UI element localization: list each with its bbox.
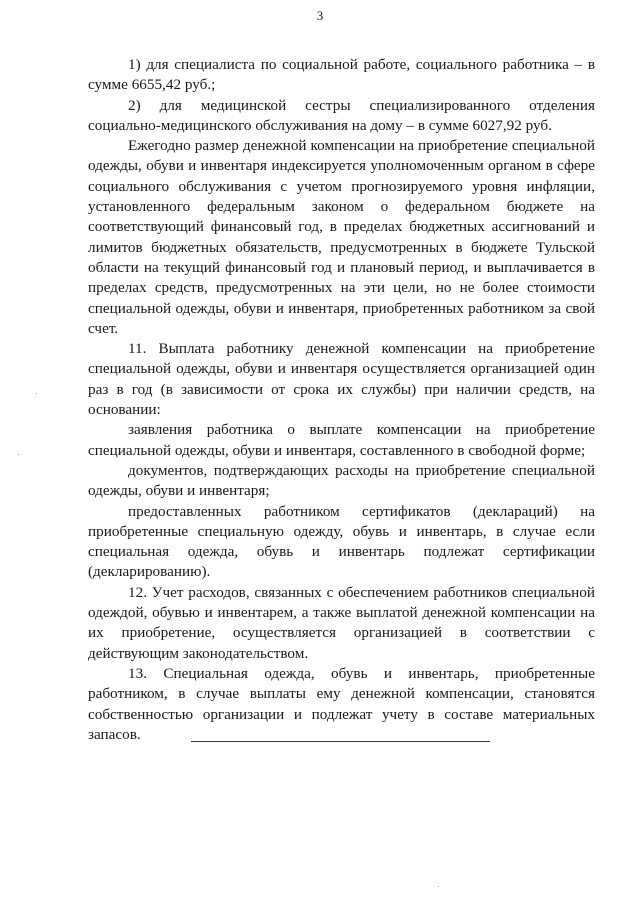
paragraph-item-13-ownership: 13. Специальная одежда, обувь и инвентарь, приобретенные работником, в случае выплаты ему денежной компенсации, становятся собственностью организации и подлежат учету в составе материальных запасов. [88, 664, 595, 743]
scan-artifact [18, 454, 19, 455]
document-body [88, 55, 595, 745]
scan-artifact [438, 886, 439, 887]
paragraph-basis-documents: документов, подтверждающих расходы на приобретение специальной одежды, обуви и инвентаря; [88, 461, 595, 500]
paragraph-nurse-amount: 2) для медицинской сестры специализированного отделения социально-медицинского обслуживания на дому – в сумме 6027,92 руб. [88, 96, 595, 134]
closing-horizontal-rule [191, 741, 490, 742]
scan-artifact [36, 393, 37, 394]
page-number: 3 [316, 8, 324, 23]
paragraph-basis-application: заявления работника о выплате компенсации на приобретение специальной одежды, обуви и инвентаря, составленного в свободной форме; [88, 421, 595, 459]
paragraph-annual-indexation: Ежегодно размер денежной компенсации на приобретение специальной одежды, обуви и инвентаря индексируется уполномоченным органом в сфере социального обслуживания с учетом прогнозируемого уровня инфляции, установленного федеральным законом о федеральном бюджете на соответствующий финансовый год, в пределах бюджетных ассигнований и лимитов бюджетных обязательств, предусмотренных в бюджете Тульской области на текущий финансовый год и плановый период, и выплачивается в пределах средств, предусмотренных на эти цели, но не более стоимости специальной одежды, обуви и инвентаря, приобретенных работником за свой счет. [88, 137, 595, 337]
paragraph-item-11-payment: 11. Выплата работнику денежной компенсации на приобретение специальной одежды, обуви и инвентаря осуществляется организацией один раз в год (в зависимости от срока их службы) при наличии средств, на основании: [88, 340, 595, 419]
paragraph-item-12-accounting: 12. Учет расходов, связанных с обеспечением работников специальной одеждой, обувью и инвентарем, а также выплатой денежной компенсации на их приобретение, осуществляется организацией в соответствии с действующим законодательством. [88, 583, 595, 662]
paragraph-basis-certificates: предоставленных работником сертификатов (деклараций) на приобретенные специальную одежду, обувь и инвентарь, в случае если специальная одежда, обувь и инвентарь подлежат сертификации (декларированию). [88, 502, 595, 581]
paragraph-specialist-social-work-amount: 1) для специалиста по социальной работе, социального работника – в сумме 6655,42 руб.; [88, 56, 595, 94]
